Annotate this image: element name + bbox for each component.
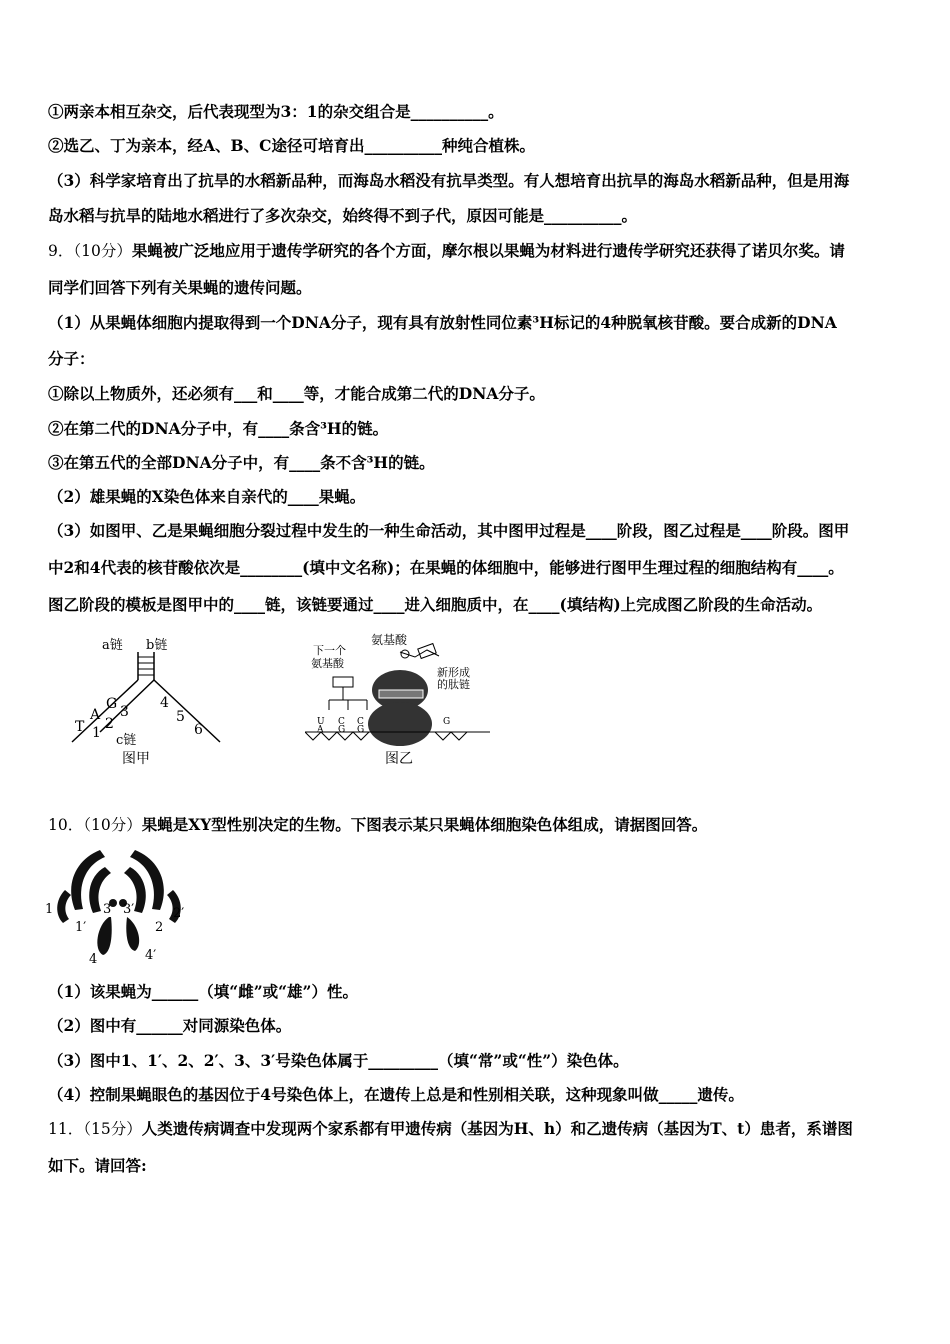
label-b-chain: b链 — [146, 638, 168, 653]
codon-g1: G — [338, 725, 346, 735]
q11-score: （15分） — [83, 1120, 142, 1138]
num-1: 1 — [92, 725, 101, 741]
q10-header — [48, 815, 707, 835]
q11-text: 人类遗传病调查中发现两个家系都有甲遗传病（基因为H、h）和乙遗传病（基因为T、t）患者，系谱图 — [141, 1119, 853, 1138]
chromo-label-3: 3 — [103, 902, 112, 917]
q9-part1-sub3: ③在第五代的全部DNA分子中，有____条不含³H的链。 — [48, 453, 435, 472]
chromo-label-1p: 1′ — [75, 920, 87, 935]
label-peptide-2: 的肽链 — [437, 678, 470, 691]
codon-u: U — [317, 717, 325, 727]
num-2: 2 — [105, 716, 114, 732]
q10-part2: （2）图中有______对同源染色体。 — [48, 1016, 292, 1035]
figure-jia — [60, 632, 230, 772]
q9-number: 9． — [48, 242, 74, 260]
base-t: T — [75, 719, 85, 735]
label-next-1: 下一个 — [313, 644, 346, 657]
num-5: 5 — [176, 709, 185, 725]
label-next-2: 氨基酸 — [311, 657, 344, 670]
q9-part1: （1）从果蝇体细胞内提取得到一个DNA分子，现有具有放射性同位素³H标记的4种脱氧核苷酸。要合成新的DNA — [48, 313, 837, 332]
q8-sub2: ②选乙、丁为亲本，经A、B、C途径可培育出__________种纯合植株。 — [48, 136, 535, 155]
q9-line2: 同学们回答下列有关果蝇的遗传问题。 — [48, 278, 312, 297]
chromo-label-4p: 4′ — [145, 948, 157, 963]
q11-header — [48, 1119, 853, 1139]
codon-a: A — [317, 725, 324, 735]
caption-yi: 图乙 — [385, 751, 413, 767]
base-a: A — [90, 707, 101, 723]
q8-part3-line2: 岛水稻与抗旱的陆地水稻进行了多次杂交，始终得不到子代，原因可能是__________。 — [48, 206, 638, 225]
caption-jia: 图甲 — [122, 751, 150, 767]
chromo-label-2p: 2′ — [173, 906, 185, 921]
chromo-label-2: 2 — [155, 920, 164, 935]
q8-part3-line1: （3）科学家培育出了抗旱的水稻新品种，而海岛水稻没有抗旱类型。有人想培育出抗旱的海岛水稻新品种，但是用海 — [48, 171, 850, 190]
figure-yi — [305, 632, 495, 772]
q10-part1: （1）该果蝇为______（填“雌”或“雄”）性。 — [48, 982, 358, 1001]
label-c-chain: c链 — [116, 733, 137, 748]
q9-part1-cont: 分子： — [48, 349, 95, 368]
chromosome-figure — [45, 845, 195, 970]
chromo-label-1: 1 — [45, 902, 54, 917]
codon-g3: G — [443, 717, 451, 727]
q9-part3-line1: （3）如图甲、乙是果蝇细胞分裂过程中发生的一种生命活动，其中图甲过程是____阶段，图乙过程是____阶段。图甲 — [48, 521, 850, 540]
label-peptide-1: 新形成 — [437, 666, 470, 679]
num-6: 6 — [194, 722, 203, 738]
codon-c2: C — [357, 717, 364, 727]
q9-part3-line3: 图乙阶段的模板是图甲中的____链，该链要通过____进入细胞质中，在____(填结构)上完成图乙阶段的生命活动。 — [48, 595, 823, 614]
q9-part3-line2: 中2和4代表的核苷酸依次是________(填中文名称)；在果蝇的体细胞中，能够进行图甲生理过程的细胞结构有____。 — [48, 558, 844, 577]
q8-sub1: ①两亲本相互杂交，后代表现型为3：1的杂交组合是__________。 — [48, 102, 504, 121]
q9-part1-sub1: ①除以上物质外，还必须有___和____等，才能合成第二代的DNA分子。 — [48, 384, 545, 403]
q10-part4: （4）控制果蝇眼色的基因位于4号染色体上，在遗传上总是和性别相关联，这种现象叫做_____遗传。 — [48, 1085, 744, 1104]
q9-header — [48, 241, 845, 261]
base-g: G — [106, 696, 118, 712]
q9-text: 果蝇被广泛地应用于遗传学研究的各个方面，摩尔根以果蝇为材料进行遗传学研究还获得了诺贝尔奖。请 — [131, 241, 845, 260]
q11-number: 11． — [48, 1120, 84, 1138]
chromo-label-4: 4 — [89, 952, 98, 967]
q9-score: （10分） — [73, 242, 132, 260]
q10-text: 果蝇是XY型性别决定的生物。下图表示某只果蝇体细胞染色体组成，请据图回答。 — [141, 815, 708, 834]
q9-part2: （2）雄果蝇的X染色体来自亲代的____果蝇。 — [48, 487, 366, 506]
q10-number: 10． — [48, 816, 84, 834]
codon-g2: G — [357, 725, 365, 735]
q10-score: （10分） — [83, 816, 142, 834]
q10-part3: （3）图中1、1′、2、2′、3、3′号染色体属于_________（填“常”或“性”）染色体。 — [48, 1051, 629, 1070]
chromo-label-3p: 3′ — [123, 902, 135, 917]
q11-line2: 如下。请回答: — [48, 1156, 147, 1175]
label-amino-acid: 氨基酸 — [371, 633, 408, 647]
num-4: 4 — [160, 695, 169, 711]
codon-c1: C — [338, 717, 345, 727]
label-a-chain: a链 — [102, 638, 123, 653]
num-3: 3 — [120, 704, 129, 720]
q9-part1-sub2: ②在第二代的DNA分子中，有____条含³H的链。 — [48, 419, 389, 438]
